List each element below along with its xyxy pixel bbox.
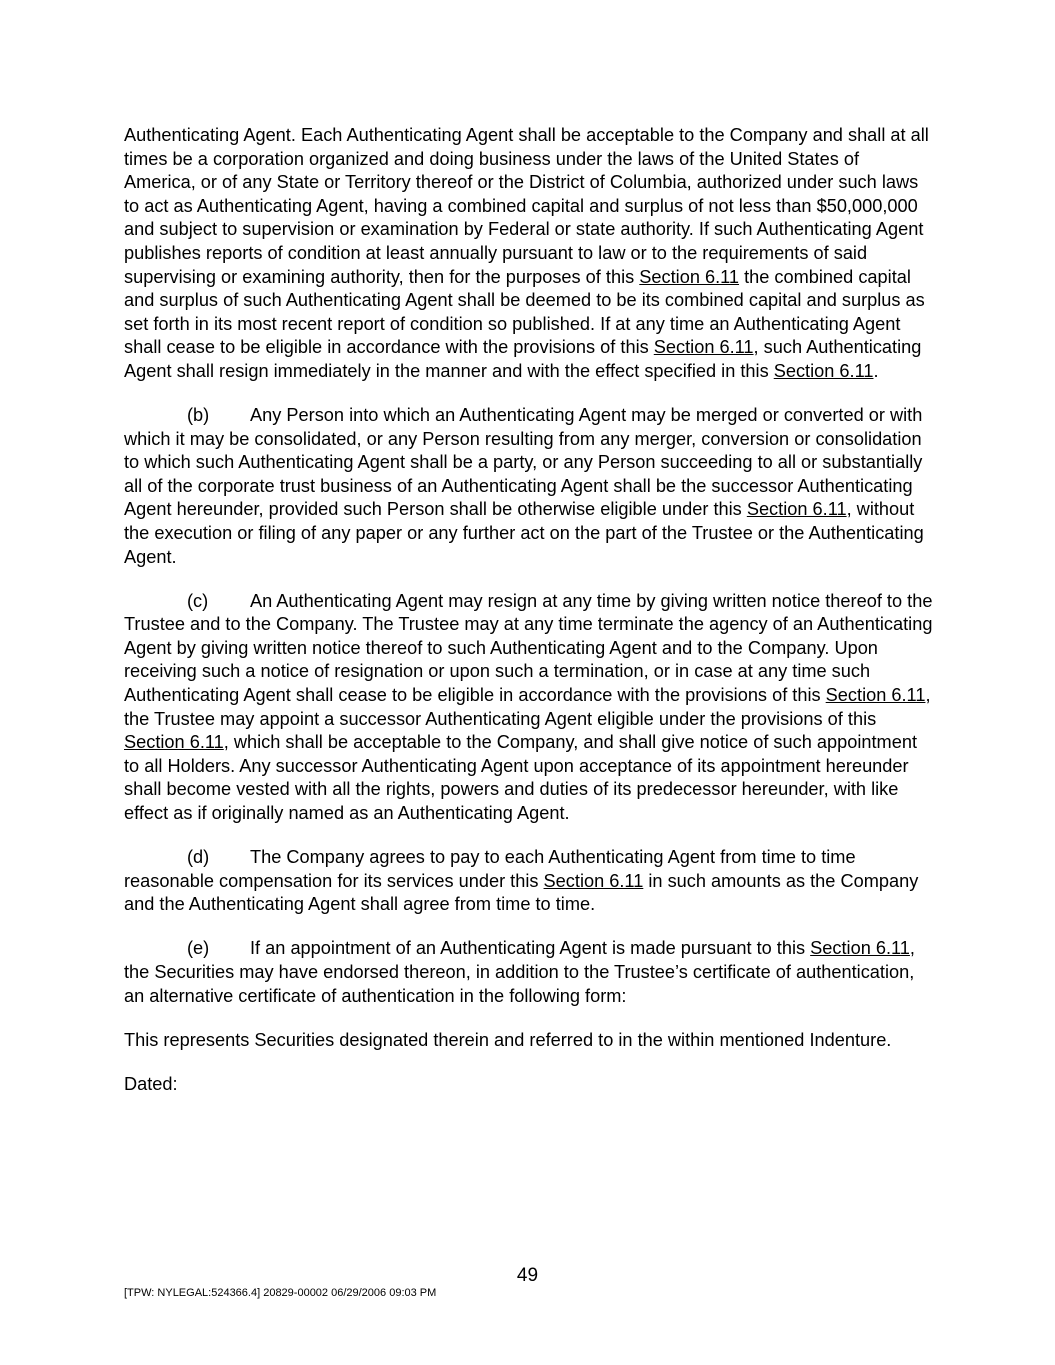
section-reference: Section 6.11 <box>653 337 754 358</box>
section-reference: Section 6.11 <box>543 870 644 891</box>
footer-document-id: [TPW: NYLEGAL:524366.4] 20829-00002 06/29/2006 09:03 PM <box>124 1287 437 1299</box>
text-run: . <box>873 360 879 381</box>
paragraph-label: (c) <box>187 590 209 611</box>
text-run: An Authenticating Agent may resign at any time by giving written notice thereof to the Trustee and to the Company. The Trustee may at any time terminate the agency of an Authenticating Agent by giving written notice thereof to such Authenticating Agent and to the Company. Upon receiving such a notice of resignation or upon such a termination, or in case at any time such Authenticating Agent shall cease to be eligible in accordance with the provisions of this <box>124 590 933 706</box>
paragraph-a <box>124 124 934 384</box>
paragraph-d <box>124 846 934 917</box>
section-reference: Section 6.11 <box>639 266 740 287</box>
dated-label: Dated: <box>124 1073 178 1094</box>
certificate-text: This represents Securities designated therein and referred to in the within mentioned Indenture. <box>124 1029 892 1050</box>
page-number: 49 <box>516 1265 539 1286</box>
paragraph-label: (b) <box>187 405 210 426</box>
text-run: in such amounts as the Company and the Authenticating Agent shall agree from time to time. <box>124 870 919 915</box>
paragraph-label: (e) <box>187 938 210 959</box>
paragraph-label: (d) <box>187 847 210 868</box>
paragraph-text <box>124 405 924 567</box>
paragraph-e <box>124 937 934 1008</box>
section-reference: Section 6.11 <box>746 499 847 520</box>
section-reference: Section 6.11 <box>825 685 926 706</box>
section-reference: Section 6.11 <box>124 732 224 753</box>
paragraph-b <box>124 404 934 569</box>
paragraph-text <box>124 591 932 823</box>
text-run: , the Securities may have endorsed thereon, in addition to the Trustee’s certificate of authentication, an alternative certificate of authentication in the following form: <box>124 938 915 1006</box>
section-reference: Section 6.11 <box>773 360 874 381</box>
document-body <box>124 124 934 1117</box>
text-run: , without the execution or filing of any paper or any further act on the part of the Trustee or the Authenticating Agent. <box>124 499 924 567</box>
text-run: Any Person into which an Authenticating Agent may be merged or converted or with which it may be consolidated, or any Person resulting from any merger, conversion or consolidation to which such Authenticating Agent shall be a party, or any Person succeeding to all or substantially all of the corporate trust business of an Authenticating Agent shall be the successor Authenticating Agent hereunder, provided such Person shall be otherwise eligible under this <box>124 405 923 520</box>
text-run: the combined capital and surplus of such Authenticating Agent shall be deemed to be its combined capital and surplus as set forth in its most recent report of condition so published. If at any time an Authenticating Agent shall cease to be eligible in accordance with the provisions of this <box>124 266 925 358</box>
text-run: , such Authenticating Agent shall resign immediately in the manner and with the effect specified in this <box>124 337 922 381</box>
text-run: , the Trustee may appoint a successor Authenticating Agent eligible under the provisions of this <box>124 685 931 729</box>
text-run: Authenticating Agent. Each Authenticating Agent shall be acceptable to the Company and shall at all times be a corporation organized and doing business under the laws of the United States of America, or of any State or Territory thereof or the District of Columbia, authorized under such laws to act as Authenticating Agent, having a combined capital and surplus of not less than $50,000,000 and subject to supervision or examination by Federal or state authority. If such Authenticating Agent publishes reports of condition at least annually pursuant to law or to the requirements of said supervising or examining authority, then for the purposes of this <box>124 125 929 287</box>
text-run: , which shall be acceptable to the Company, and shall give notice of such appointment to all Holders. Any successor Authenticating Agent upon acceptance of its appointment hereunder shall become vested with all the rights, powers and duties of its predecessor hereunder, with like effect as if originally named as an Authenticating Agent. <box>124 732 917 824</box>
text-run: The Company agrees to pay to each Authenticating Agent from time to time reasonable compensation for its services under this <box>124 847 856 891</box>
section-reference: Section 6.11 <box>810 938 910 959</box>
paragraph-c <box>124 590 934 826</box>
text-run: If an appointment of an Authenticating Agent is made pursuant to this <box>250 938 811 959</box>
